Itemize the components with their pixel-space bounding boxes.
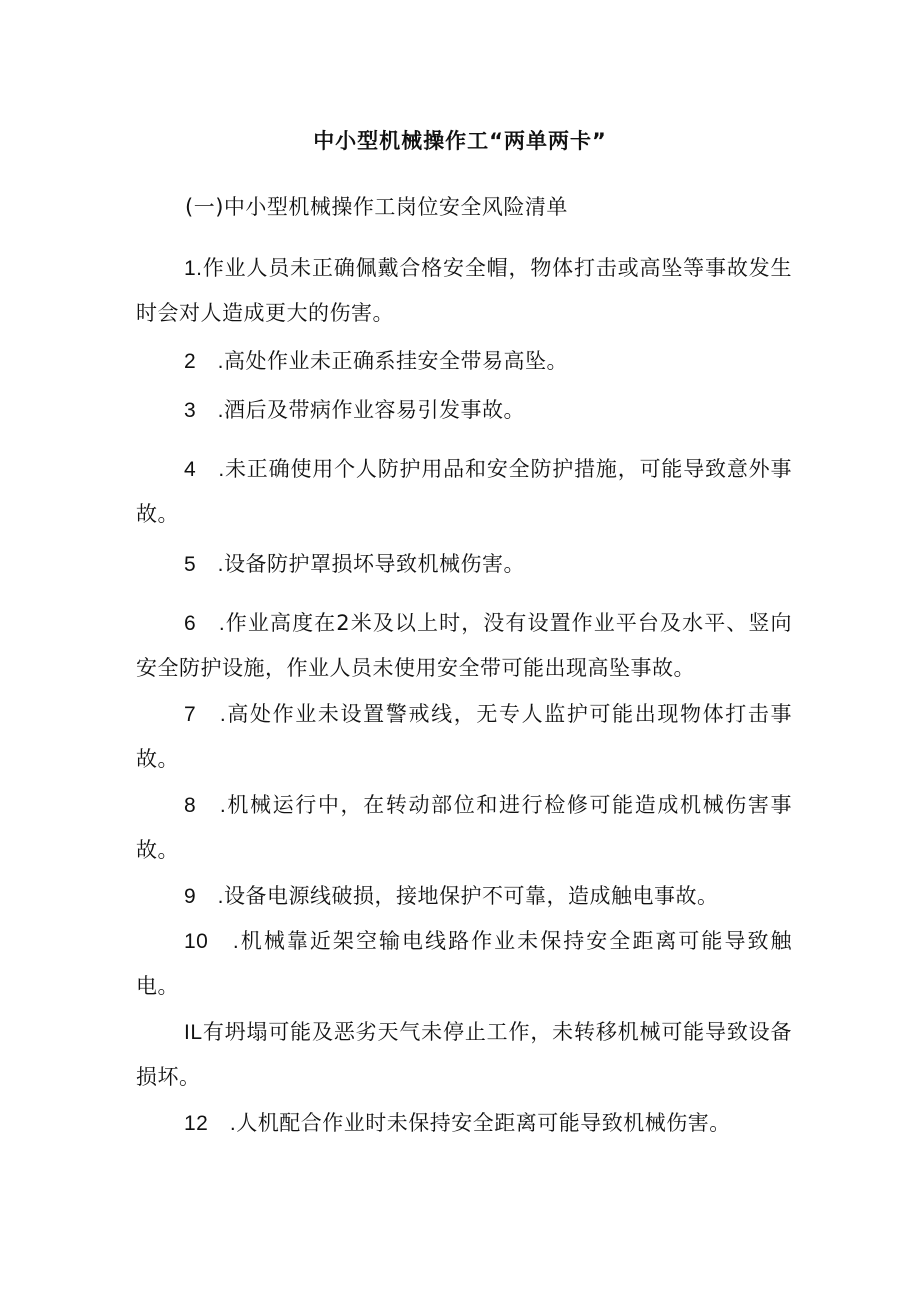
item-text: 高处作业未正确系挂安全带易高坠。 [224, 349, 569, 373]
item-number: 3 . [184, 399, 225, 422]
item-number: 12 . [184, 1112, 237, 1135]
item-number: 9 . [184, 885, 225, 908]
item-text: 有坍塌可能及恶劣天气未停止工作，未转移机械可能导致设备损坏。 [136, 1020, 792, 1089]
list-item [136, 919, 792, 1008]
item-text: 机械运行中，在转动部位和进行检修可能造成机械伤害事故。 [136, 793, 793, 862]
item-text: 设备防护罩损坏导致机械伤害。 [224, 552, 526, 576]
list-item [136, 388, 792, 433]
item-number: IL [184, 1021, 203, 1044]
item-number: 4 . [184, 458, 225, 481]
item-text: 人机配合作业时未保持安全距离可能导致机械伤害。 [236, 1111, 731, 1135]
list-item [136, 1010, 792, 1099]
list-item [136, 1101, 792, 1146]
item-text: 酒后及带病作业容易引发事故。 [224, 398, 526, 422]
list-item [136, 783, 792, 872]
list-item [136, 246, 792, 335]
item-number: 7 . [184, 703, 227, 726]
list-item [136, 542, 792, 587]
list-item [136, 692, 792, 781]
item-number: 1. [184, 257, 203, 280]
item-text: 高处作业未设置警戒线，无专人监护可能出现物体打击事故。 [136, 702, 793, 771]
item-text: 作业人员未正确佩戴合格安全帽，物体打击或高坠等事故发生时会对人造成更大的伤害。 [136, 256, 792, 325]
item-text: 作业高度在2米及以上时，没有设置作业平台及水平、竖向安全防护设施，作业人员未使用安全带可能出现高坠事故。 [136, 611, 792, 680]
list-item [136, 339, 792, 384]
section-heading: (一)中小型机械操作工岗位安全风险清单 [185, 195, 568, 219]
item-number: 10 . [184, 930, 240, 953]
item-text: 未正确使用个人防护用品和安全防护措施，可能导致意外事故。 [136, 457, 792, 526]
item-text: 设备电源线破损，接地保护不可靠，造成触电事故。 [224, 884, 719, 908]
risk-list [136, 246, 792, 1146]
item-number: 5 . [184, 553, 225, 576]
item-text: 机械靠近架空输电线路作业未保持安全距离可能导致触电。 [136, 929, 792, 998]
list-item [136, 601, 792, 690]
item-number: 8 . [184, 794, 227, 817]
item-number: 6 . [184, 612, 226, 635]
list-item [136, 874, 792, 919]
list-item [136, 447, 792, 536]
item-number: 2 . [184, 350, 225, 373]
document-title: 中小型机械操作工“两单两卡” [313, 129, 607, 153]
